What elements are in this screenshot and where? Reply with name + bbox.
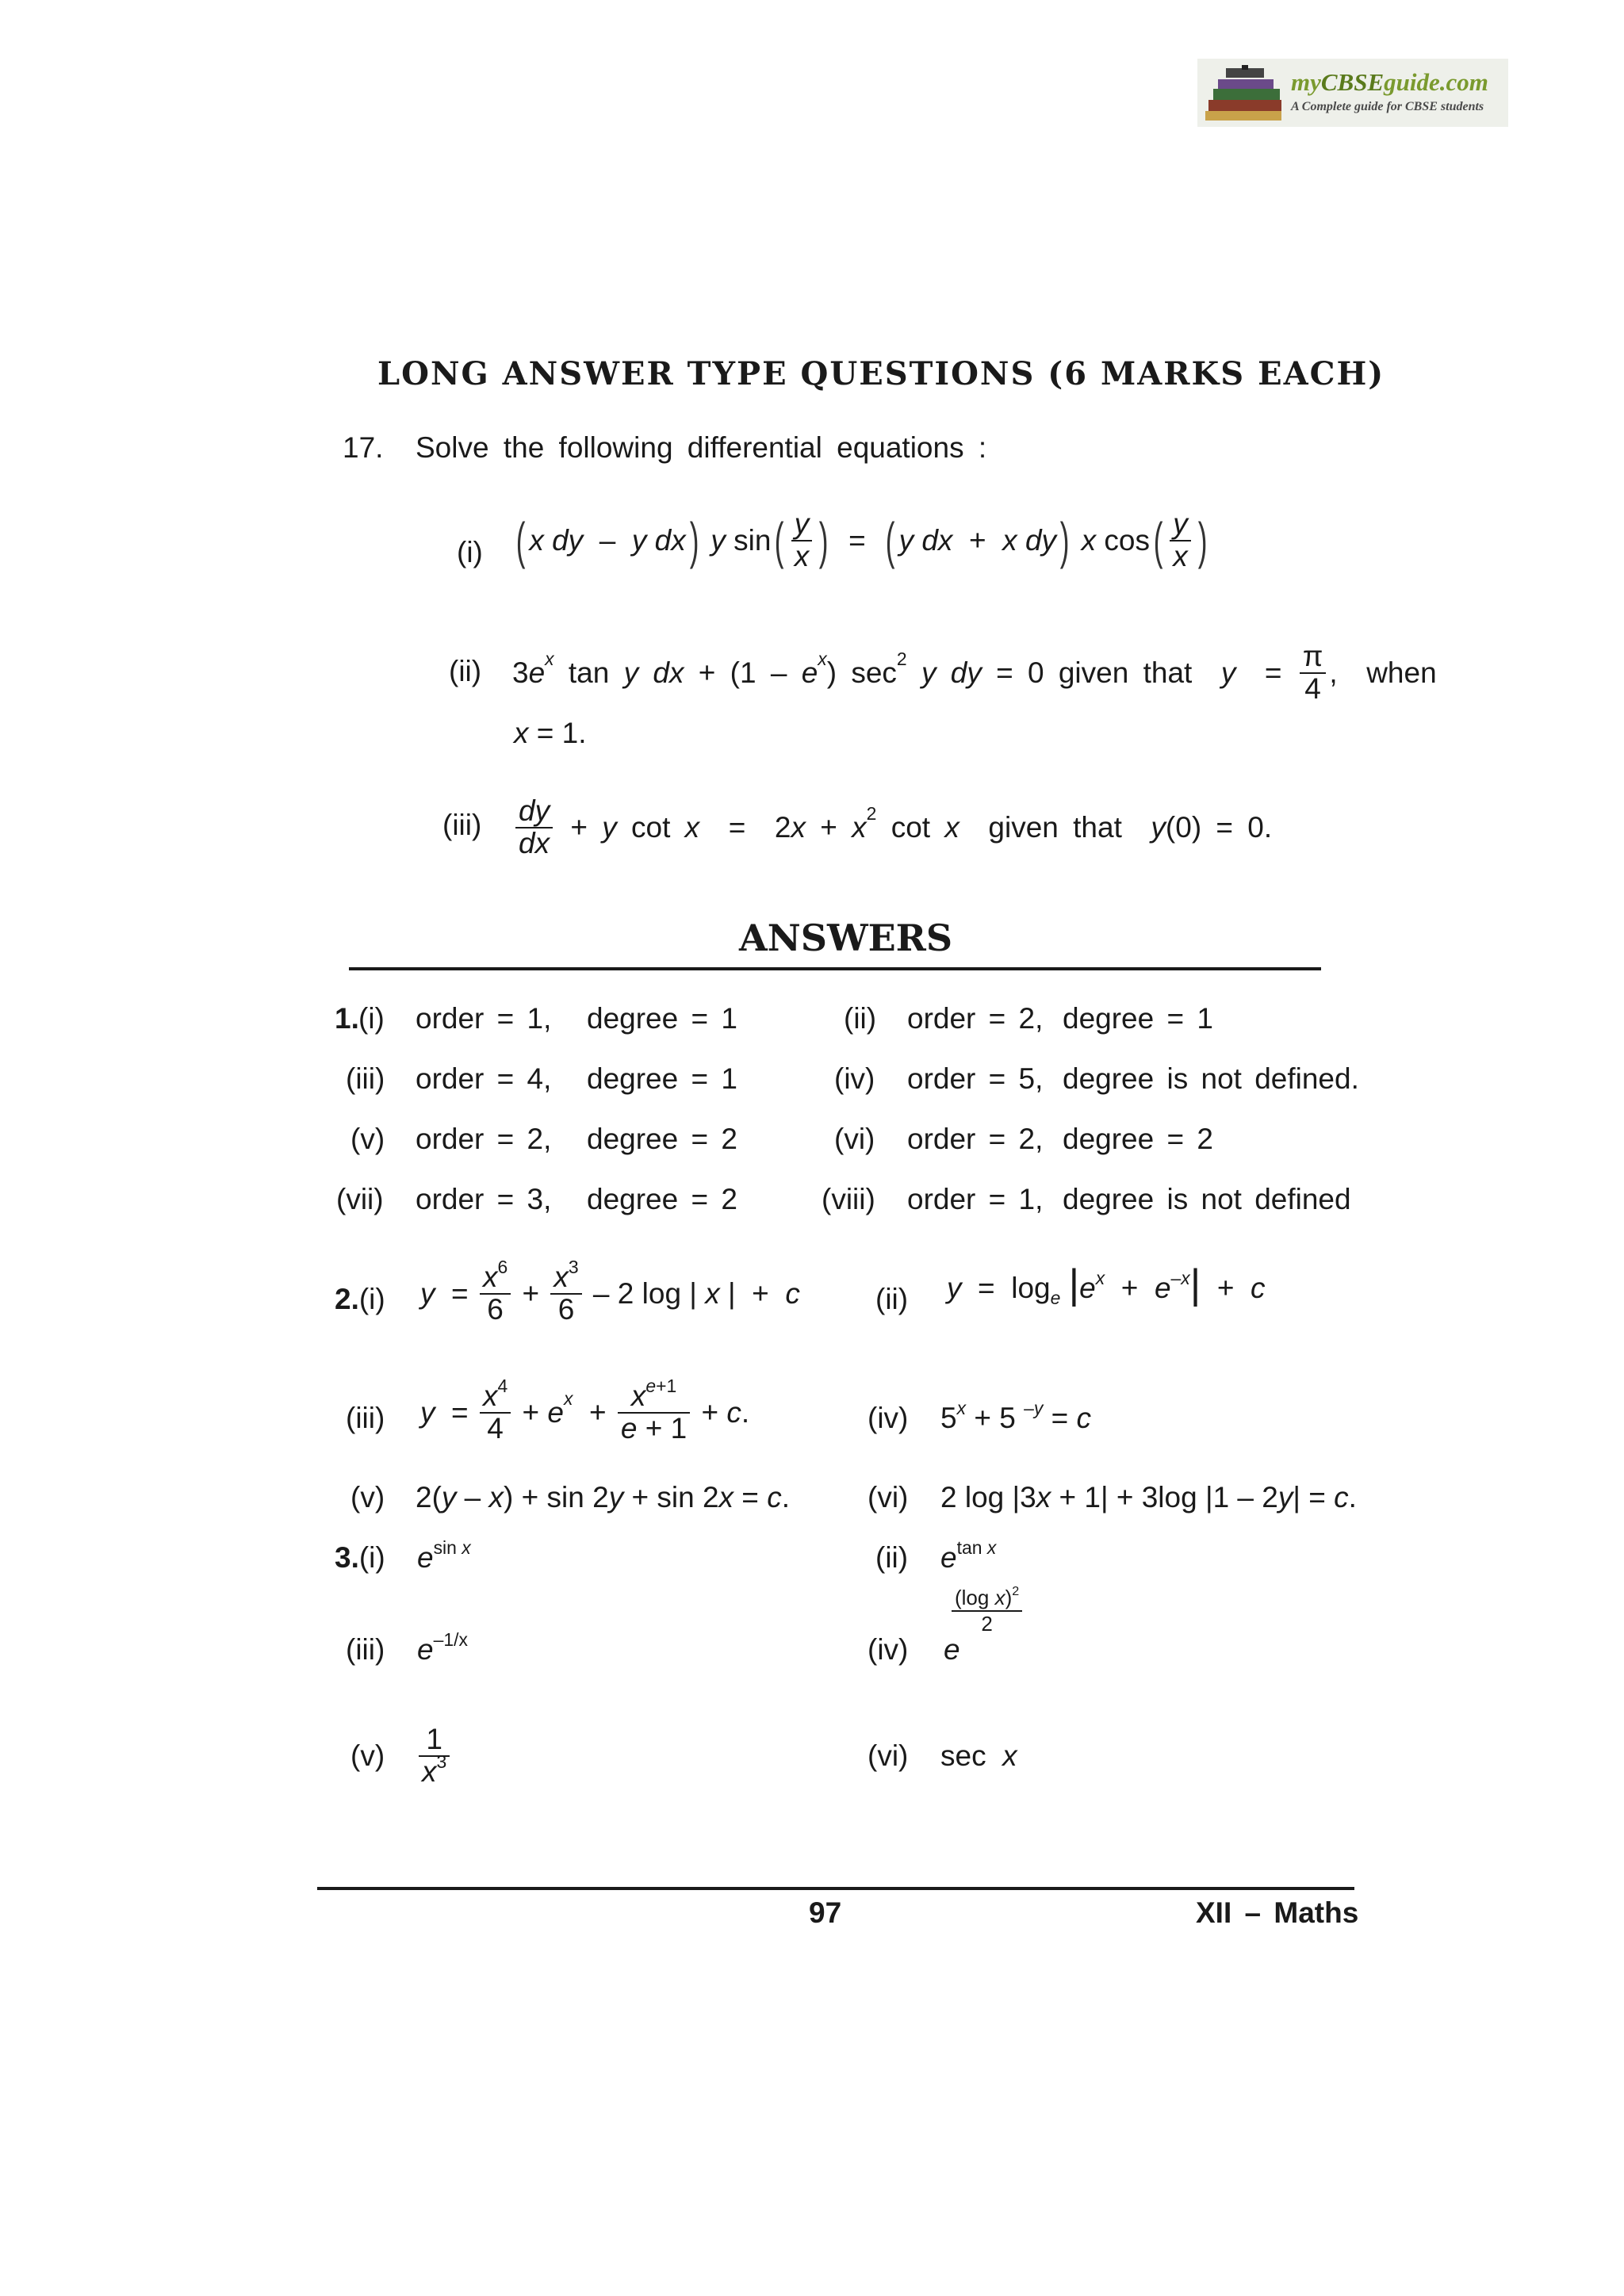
a2-v-expr: 2(y – x) + sin 2y + sin 2x = c. [416,1481,790,1513]
a2-ii-label: (ii) [875,1283,909,1315]
a2-i-expr: y = $\frac{x^6}{6}$ + $\frac{x^3}{6}$ – 2 log | x | + c [420,1256,800,1326]
answers-rule [349,967,1321,970]
a1-row4-l2: (viii) [822,1183,875,1215]
q17-ii-label: (ii) [449,655,482,687]
a1-row2-d2: degree is not defined. [1063,1062,1359,1095]
mycbseguide-logo [1197,59,1508,127]
q17-i-label: (i) [457,536,483,568]
a1-row1-d1: degree = 1 [587,1002,737,1035]
answers-title: ANSWERS [739,916,953,959]
a1-row3-d2: degree = 2 [1063,1123,1213,1155]
a1-row1-l1: (i) [358,1002,385,1035]
a2-iii-label: (iii) [346,1402,385,1434]
a1-row4-o2: order = 1, [907,1183,1044,1215]
a1-row2-l2: (iv) [834,1062,875,1095]
q17-ii-line2: x = 1. [514,717,587,749]
logo-brand: myCBSEguide.com [1291,68,1488,96]
a1-row2-o1: order = 4, [416,1062,552,1095]
a2-ii-expr: $y = \log_e |e^x + e^{-x}| + c$ [947,1261,1266,1309]
a3-vi-label: (vi) [868,1739,909,1772]
a3-iii-label: (iii) [346,1633,385,1666]
a3-ii-label: (ii) [875,1541,909,1574]
a1-row3-l1: (v) [350,1123,385,1155]
q17-number: 17. [343,431,384,464]
a3-v-label: (v) [350,1739,385,1772]
a1-row1-l2: (ii) [844,1002,877,1035]
a2-v-label: (v) [350,1481,385,1513]
a3-v-expr: $\frac{1}{x^3}$ [416,1712,453,1800]
a3-iv-label: (iv) [868,1633,909,1666]
q17-text: Solve the following differential equations : [416,431,987,464]
a2-vi-expr: 2 log |3x + 1| + 3log |1 – 2y| = c. [940,1481,1357,1513]
logo-tagline: A Complete guide for CBSE students [1291,100,1484,113]
a1-row3-o1: order = 2, [416,1123,552,1155]
a1-row2-l1: (iii) [346,1062,385,1095]
page-number: 97 [809,1896,842,1929]
footer-rule [317,1887,1354,1890]
q17-iii-equation: $\frac{dy}{dx}$ + y cot x = 2 x + x $^2$ cot x given that y (0) = 0. [512,788,1272,867]
a1-row1-o2: order = 2, [907,1002,1044,1035]
a1-row4-o1: order = 3, [416,1183,552,1215]
a3-ii-expr: $e^{tan x}$ [940,1536,997,1574]
a2-vi-label: (vi) [868,1481,909,1513]
a2-iii-expr: y = $\frac{x^4}{4}$ + e $^x$ + $\frac{x^{e+1}}{e + 1}$ + c . [420,1375,750,1445]
a2-iv-label: (iv) [868,1402,909,1434]
a1-row4-d1: degree = 2 [587,1183,737,1215]
a1-row2-d1: degree = 1 [587,1062,737,1095]
a3-i-expr: $e^{sin x}$ [417,1536,471,1574]
q17-ii-equation: 3 e $^x$ tan y dx + (1 – e $^x$ ) sec $^2$ y dy = 0 given that y = $\frac{\pi}{4}$ , when [512,640,1437,705]
a2-label: 2.(i) [335,1283,385,1315]
a1-row1-d2: degree = 1 [1063,1002,1213,1035]
a1-row4-d2: degree is not defined [1063,1183,1351,1215]
books-icon [1202,63,1288,124]
q17-i-equation: ( x dy – y dx ) y sin ( $\frac{y}{x}$ ) = ( y dx + x dy ) x cos ( $\frac{y}{x}$ ) [515,507,1208,572]
a1-row3-l2: (vi) [834,1123,875,1155]
a3-vi-expr: sec x [940,1739,1017,1772]
a1-row3-o2: order = 2, [907,1123,1044,1155]
a1-label: 1. [335,1002,359,1035]
a1-row2-o2: order = 5, [907,1062,1044,1095]
section-heading: LONG ANSWER TYPE QUESTIONS (6 MARKS EACH) [377,355,1385,392]
a1-row4-l1: (vii) [336,1183,384,1215]
q17-iii-label: (iii) [442,809,482,841]
a2-iv-expr: $5^x + 5$ $^{-y}$ = c [940,1397,1091,1434]
footer-subject: XII – Maths [1196,1896,1359,1929]
a3-label: 3.(i) [335,1541,385,1574]
a1-row3-d1: degree = 2 [587,1123,737,1155]
a3-iii-expr: $e^{-1/x}$ [417,1628,468,1666]
a1-row1-o1: order = 1, [416,1002,552,1035]
